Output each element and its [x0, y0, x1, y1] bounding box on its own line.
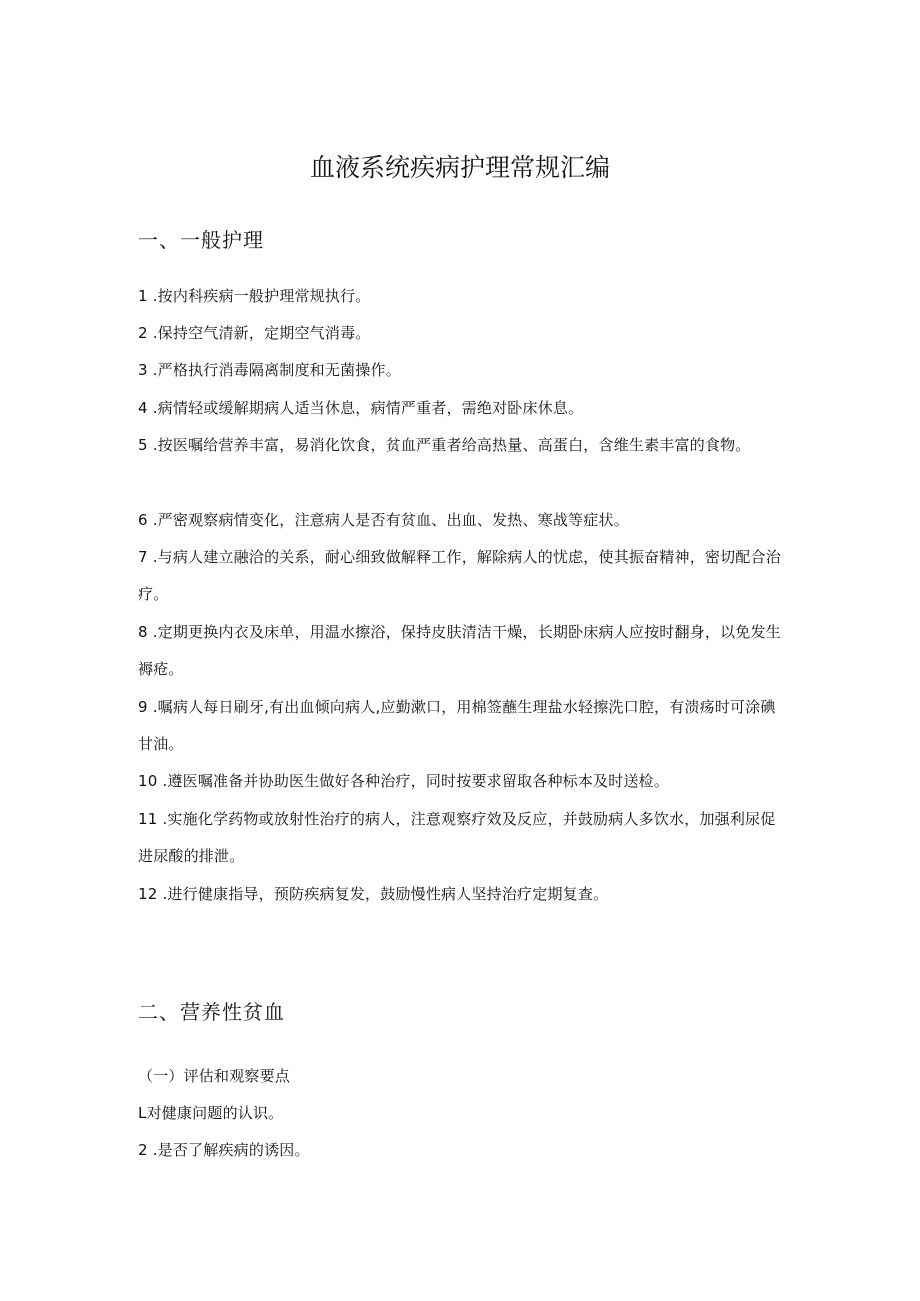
list-item: 7 .与病人建立融洽的关系，耐心细致做解释工作，解除病人的忧虑，使其振奋精神，密切配合治疗。: [138, 548, 781, 603]
list-item: L对健康问题的认识。: [138, 1104, 284, 1122]
subsection-heading: （一）评估和观察要点: [138, 1067, 291, 1085]
page-title: 血液系统疾病护理常规汇编: [309, 153, 610, 182]
list-item: 9 .嘱病人每日刷牙,有出血倾向病人,应勤漱口，用棉签蘸生理盐水轻擦洗口腔，有溃疡时可涂碘甘油。: [138, 698, 776, 753]
list-item: 2 .是否了解疾病的诱因。: [138, 1141, 310, 1159]
section-heading-nutritional-anemia: 二、营养性贫血: [138, 1000, 285, 1024]
section-heading-general-care: 一、一般护理: [138, 228, 264, 252]
list-item: 8 .定期更换内衣及床单，用温水擦浴，保持皮肤清洁干燥，长期卧床病人应按时翻身，以免发生褥疮。: [138, 623, 781, 678]
list-item: 2 .保持空气清新，定期空气消毒。: [138, 324, 371, 342]
list-item: 1 .按内科疾病一般护理常规执行。: [138, 287, 371, 305]
list-item: 6 .严密观察病情变化，注意病人是否有贫血、出血、发热、寒战等症状。: [138, 511, 629, 529]
list-item: 3 .严格执行消毒隔离制度和无菌操作。: [138, 361, 401, 379]
list-item: 10 .遵医嘱准备并协助医生做好各种治疗，同时按要求留取各种标本及时送检。: [138, 772, 670, 790]
list-item: 12 .进行健康指导，预防疾病复发，鼓励慢性病人坚持治疗定期复查。: [138, 885, 609, 903]
list-item: 11 .实施化学药物或放射性治疗的病人，注意观察疗效及反应，并鼓励病人多饮水，加强利尿促进尿酸的排泄。: [138, 810, 776, 865]
list-item: 5 .按医嘱给营养丰富，易消化饮食，贫血严重者给高热量、高蛋白，含维生素丰富的食物。: [138, 436, 751, 454]
list-item: 4 .病情轻或缓解期病人适当休息，病情严重者，需绝对卧床休息。: [138, 399, 584, 417]
